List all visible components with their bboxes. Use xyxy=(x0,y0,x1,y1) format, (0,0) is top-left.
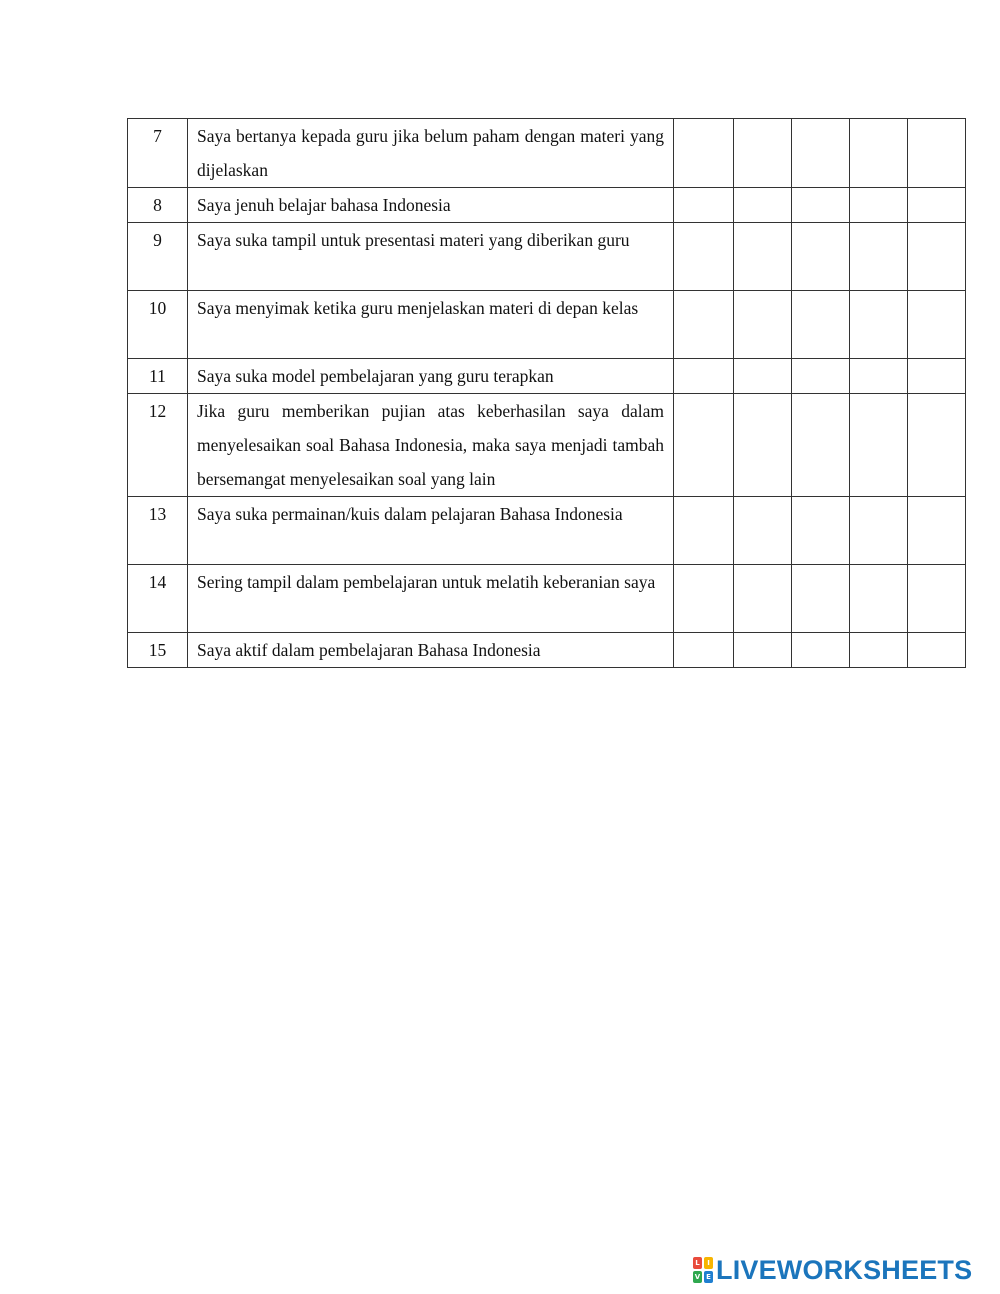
answer-cell-4[interactable] xyxy=(850,497,908,565)
answer-cell-4[interactable] xyxy=(850,291,908,359)
answer-cell-1[interactable] xyxy=(674,119,734,188)
statement-text: Saya suka tampil untuk presentasi materi yang diberikan guru xyxy=(188,223,674,291)
answer-cell-5[interactable] xyxy=(908,565,966,633)
answer-cell-2[interactable] xyxy=(734,223,792,291)
statement-text: Saya bertanya kepada guru jika belum paham dengan materi yang dijelaskan xyxy=(188,119,674,188)
answer-cell-3[interactable] xyxy=(792,291,850,359)
answer-cell-1[interactable] xyxy=(674,291,734,359)
answer-cell-4[interactable] xyxy=(850,119,908,188)
table-row xyxy=(128,565,966,633)
row-number: 10 xyxy=(128,291,188,359)
answer-cell-5[interactable] xyxy=(908,359,966,394)
answer-cell-4[interactable] xyxy=(850,223,908,291)
table-row xyxy=(128,291,966,359)
answer-cell-1[interactable] xyxy=(674,633,734,668)
answer-cell-3[interactable] xyxy=(792,119,850,188)
questionnaire-table xyxy=(127,118,966,668)
statement-text: Saya menyimak ketika guru menjelaskan materi di depan kelas xyxy=(188,291,674,359)
answer-cell-5[interactable] xyxy=(908,633,966,668)
statement-text: Saya aktif dalam pembelajaran Bahasa Indonesia xyxy=(188,633,674,668)
row-number: 7 xyxy=(128,119,188,188)
statement-text: Saya jenuh belajar bahasa Indonesia xyxy=(188,188,674,223)
row-number: 8 xyxy=(128,188,188,223)
answer-cell-4[interactable] xyxy=(850,359,908,394)
table-row xyxy=(128,497,966,565)
answer-cell-1[interactable] xyxy=(674,223,734,291)
answer-cell-1[interactable] xyxy=(674,565,734,633)
table-row xyxy=(128,359,966,394)
answer-cell-5[interactable] xyxy=(908,119,966,188)
answer-cell-5[interactable] xyxy=(908,497,966,565)
answer-cell-2[interactable] xyxy=(734,497,792,565)
liveworksheets-watermark xyxy=(693,1256,972,1284)
answer-cell-4[interactable] xyxy=(850,188,908,223)
answer-cell-4[interactable] xyxy=(850,394,908,497)
answer-cell-1[interactable] xyxy=(674,359,734,394)
table-row xyxy=(128,188,966,223)
table-row xyxy=(128,394,966,497)
answer-cell-1[interactable] xyxy=(674,188,734,223)
answer-cell-5[interactable] xyxy=(908,188,966,223)
answer-cell-2[interactable] xyxy=(734,291,792,359)
answer-cell-4[interactable] xyxy=(850,565,908,633)
answer-cell-2[interactable] xyxy=(734,565,792,633)
answer-cell-5[interactable] xyxy=(908,394,966,497)
answer-cell-2[interactable] xyxy=(734,359,792,394)
answer-cell-3[interactable] xyxy=(792,565,850,633)
table-row xyxy=(128,633,966,668)
answer-cell-2[interactable] xyxy=(734,394,792,497)
statement-text: Saya suka model pembelajaran yang guru terapkan xyxy=(188,359,674,394)
liveworksheets-logo-icon: L I V E xyxy=(693,1257,713,1283)
answer-cell-1[interactable] xyxy=(674,394,734,497)
answer-cell-2[interactable] xyxy=(734,188,792,223)
brand-text: LIVEWORKSHEETS xyxy=(716,1255,973,1285)
row-number: 14 xyxy=(128,565,188,633)
row-number: 13 xyxy=(128,497,188,565)
answer-cell-1[interactable] xyxy=(674,497,734,565)
answer-cell-3[interactable] xyxy=(792,497,850,565)
answer-cell-3[interactable] xyxy=(792,188,850,223)
answer-cell-3[interactable] xyxy=(792,633,850,668)
answer-cell-3[interactable] xyxy=(792,394,850,497)
answer-cell-5[interactable] xyxy=(908,223,966,291)
answer-cell-2[interactable] xyxy=(734,633,792,668)
answer-cell-3[interactable] xyxy=(792,359,850,394)
row-number: 12 xyxy=(128,394,188,497)
statement-text: Jika guru memberikan pujian atas keberhasilan saya dalam menyelesaikan soal Bahasa Indonesia, maka saya menjadi tambah bersemangat menyelesaikan soal yang lain xyxy=(188,394,674,497)
row-number: 15 xyxy=(128,633,188,668)
answer-cell-3[interactable] xyxy=(792,223,850,291)
statement-text: Saya suka permainan/kuis dalam pelajaran Bahasa Indonesia xyxy=(188,497,674,565)
statement-text: Sering tampil dalam pembelajaran untuk melatih keberanian saya xyxy=(188,565,674,633)
row-number: 11 xyxy=(128,359,188,394)
answer-cell-4[interactable] xyxy=(850,633,908,668)
table-row xyxy=(128,119,966,188)
answer-cell-2[interactable] xyxy=(734,119,792,188)
row-number: 9 xyxy=(128,223,188,291)
answer-cell-5[interactable] xyxy=(908,291,966,359)
table-row xyxy=(128,223,966,291)
